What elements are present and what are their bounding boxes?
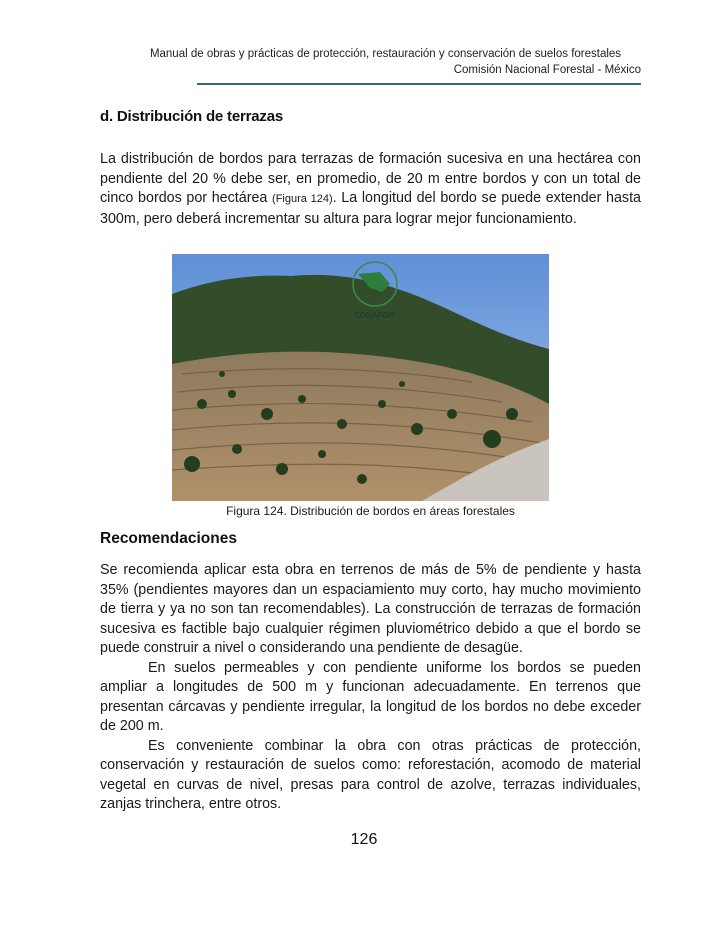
figure-reference: (Figura 124) bbox=[272, 193, 333, 205]
recommendations-paragraph-3: Es conveniente combinar la obra con otras prácticas de protección, conservación y restauración de suelos como: reforestación, acomodo de material vegetal en curvas de nivel, presas para control de azolve, terrazas individuales, zanjas trinchera, entre otros. bbox=[100, 737, 641, 812]
recommendations-body bbox=[100, 561, 641, 815]
intro-text-before: La distribución de bordos para terrazas de formación sucesiva en una hectárea con pendiente del 20 % debe ser, en promedio, de 20 m entre bordos y con un total de cinco bordos por hectárea bbox=[100, 151, 641, 206]
figure-caption: Figura 124. Distribución de bordos en áreas forestales bbox=[226, 504, 515, 518]
header-title: Manual de obras y prácticas de protección, restauración y conservación de suelos forestales bbox=[149, 48, 622, 60]
logo-text: CONAFOR bbox=[354, 311, 395, 320]
running-header bbox=[100, 46, 641, 78]
intro-text-after: . La longitud del bordo se puede extender hasta 300m, pero deberá incrementar su altura para lograr mejor funcionamiento. bbox=[100, 190, 641, 227]
page-number: 126 bbox=[350, 831, 378, 848]
recommendations-title: Recomendaciones bbox=[100, 530, 237, 547]
recommendations-paragraph-2: En suelos permeables y con pendiente uniforme los bordos se pueden ampliar a longitudes de 500 m y funcionan adecuadamente. En terrenos que presentan cárcavas y pendiente irregular, la longitud de los bordos no debe exceder de 200 m. bbox=[100, 659, 641, 734]
header-rule bbox=[197, 83, 641, 85]
header-subtitle: Comisión Nacional Forestal - México bbox=[453, 64, 641, 76]
terrace-photo bbox=[172, 254, 549, 501]
recommendations-paragraph-1: Se recomienda aplicar esta obra en terrenos de más de 5% de pendiente y hasta 35% (pendientes mayores dan un espaciamiento muy corto, hay mucho movimiento de tierra y ya no son tan recomendables). La construcción de terrazas de formación sucesiva es factible bajo cualquier régimen pluviométrico debido a que el bordo se puede construir a nivel o considerando una pendiente de desagüe. bbox=[100, 562, 641, 656]
section-title: d. Distribución de terrazas bbox=[100, 108, 283, 125]
intro-paragraph bbox=[100, 150, 641, 229]
